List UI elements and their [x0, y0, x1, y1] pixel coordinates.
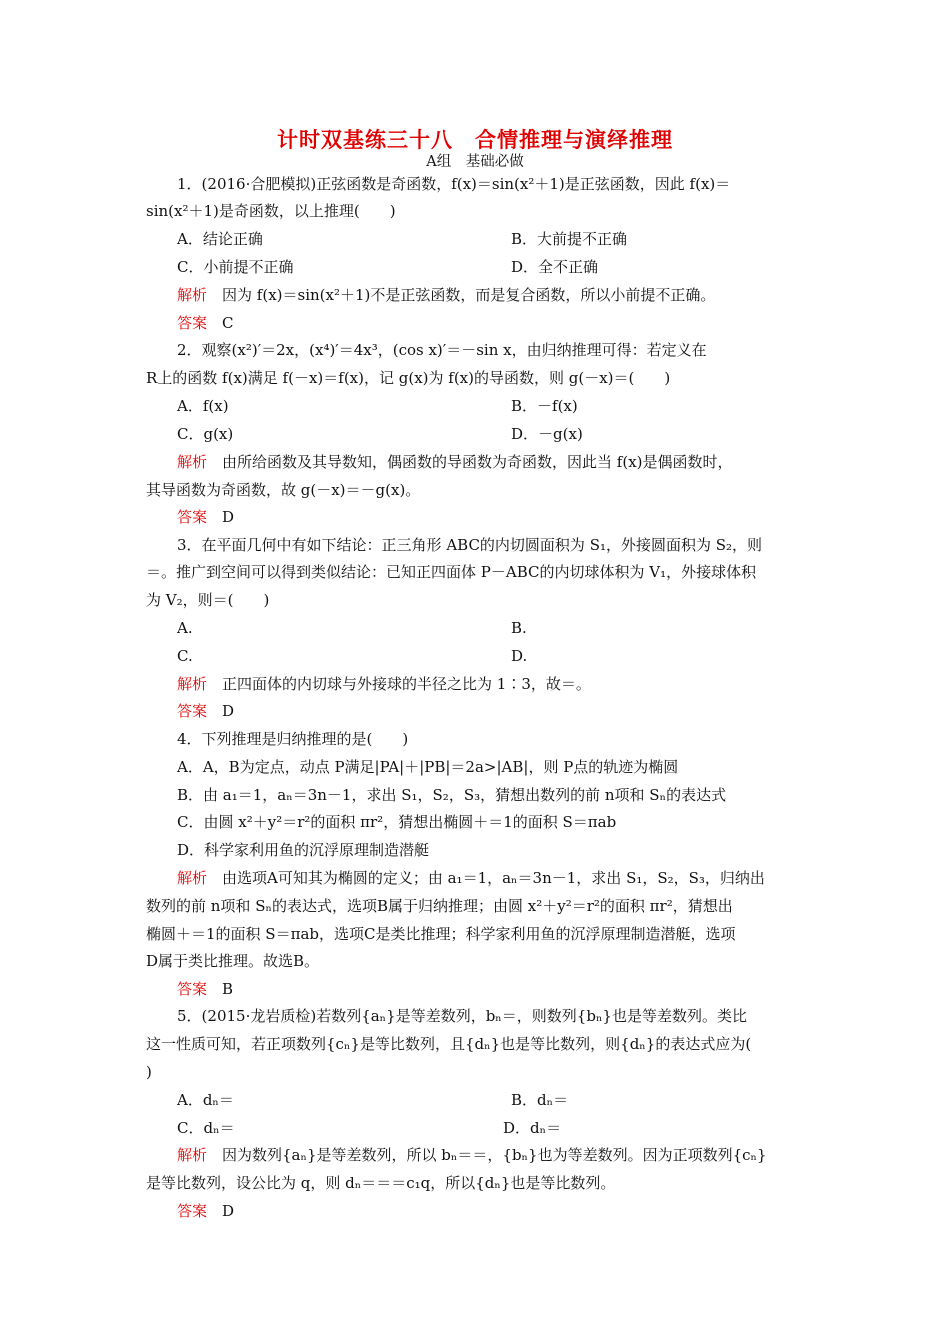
answer-label: 答案: [177, 508, 208, 526]
q5-analysis: [177, 1145, 767, 1165]
q4-option-a: A．A，B为定点，动点 P满足|PA|＋|PB|＝2a>|AB|，则 P点的轨迹为椭圆: [177, 758, 679, 776]
q2-analysis-line2: 其导函数为奇函数，故 g(－x)＝－g(x)。: [146, 481, 421, 499]
q2-option-a: A．f(x): [177, 397, 229, 415]
q3-answer: [177, 701, 234, 721]
q4-answer-value: B: [207, 980, 234, 998]
q5-analysis-line2: 是等比数列，设公比为 q，则 dₙ＝＝＝c₁q，所以{dₙ}也是等比数列。: [146, 1174, 616, 1192]
q3-analysis-text: 正四面体的内切球与外接球的半径之比为 1∶3，故＝。: [207, 675, 591, 693]
q5-answer: [177, 1201, 234, 1221]
section-heading: A组 基础必做: [426, 154, 524, 170]
q3-option-d: D.: [511, 647, 528, 665]
q4-analysis-line3: 椭圆＋＝1的面积 S＝πab，选项C是类比推理；科学家利用鱼的沉浮原理制造潜艇，选项: [146, 925, 736, 943]
q2-analysis-text: 由所给函数及其导数知，偶函数的导函数为奇函数，因此当 f(x)是偶函数时，: [207, 453, 733, 471]
q3-stem-line3: 为 V₂，则＝( ): [146, 591, 270, 609]
q4-analysis-text: 由选项A可知其为椭圆的定义；由 a₁＝1，aₙ＝3n－1，求出 S₁，S₂，S₃，归纳出: [207, 869, 765, 887]
q3-stem-line1: 3．在平面几何中有如下结论：正三角形 ABC的内切圆面积为 S₁，外接圆面积为 S₂，则: [177, 536, 763, 554]
q3-option-c: C.: [177, 647, 193, 665]
answer-label: 答案: [177, 1202, 208, 1220]
q1-option-b: B．大前提不正确: [511, 230, 628, 248]
q2-option-b: B．－f(x): [511, 397, 578, 415]
q2-option-d: D．－g(x): [511, 425, 583, 443]
q4-option-c: C．由圆 x²＋y²＝r²的面积 πr²，猜想出椭圆＋＝1的面积 S＝πab: [177, 813, 617, 831]
q5-answer-value: D: [207, 1202, 235, 1220]
q5-option-b: B．dₙ＝: [511, 1091, 569, 1109]
q5-analysis-text: 因为数列{aₙ}是等差数列，所以 bₙ＝＝，{bₙ}也为等差数列。因为正项数列{cₙ}: [207, 1146, 767, 1164]
q5-stem-line2: 这一性质可知，若正项数列{cₙ}是等比数列，且{dₙ}也是等比数列，则{dₙ}的表达式应为(: [146, 1035, 752, 1053]
page-title: 计时双基练三十八 合情推理与演绎推理: [277, 128, 673, 152]
q5-stem-line3: ): [146, 1063, 152, 1081]
q4-stem: 4．下列推理是归纳推理的是( ): [177, 730, 409, 748]
analysis-label: 解析: [177, 869, 208, 887]
q1-analysis-text: 因为 f(x)＝sin(x²＋1)不是正弦函数，而是复合函数，所以小前提不正确。: [207, 286, 716, 304]
q4-option-b: B．由 a₁＝1，aₙ＝3n－1，求出 S₁，S₂，S₃，猜想出数列的前 n项和 Sₙ的表达式: [177, 786, 727, 804]
q1-option-a: A．结论正确: [177, 230, 263, 248]
q4-analysis: [177, 868, 765, 888]
answer-label: 答案: [177, 702, 208, 720]
q1-option-c: C．小前提不正确: [177, 258, 294, 276]
q4-answer: [177, 979, 233, 999]
q5-option-d: D．dₙ＝: [503, 1119, 562, 1137]
answer-label: 答案: [177, 980, 208, 998]
q2-analysis: [177, 452, 733, 472]
analysis-label: 解析: [177, 453, 208, 471]
analysis-label: 解析: [177, 675, 208, 693]
q1-answer-value: C: [207, 314, 234, 332]
q4-option-d: D．科学家利用鱼的沉浮原理制造潜艇: [177, 841, 430, 859]
q2-answer-value: D: [207, 508, 235, 526]
q2-option-c: C．g(x): [177, 425, 234, 443]
q2-stem-line2: R上的函数 f(x)满足 f(－x)＝f(x)，记 g(x)为 f(x)的导函数，则 g(－x)＝( ): [146, 369, 671, 387]
analysis-label: 解析: [177, 286, 208, 304]
analysis-label: 解析: [177, 1146, 208, 1164]
q3-option-b: B.: [511, 619, 527, 637]
q4-analysis-line2: 数列的前 n项和 Sₙ的表达式，选项B属于归纳推理；由圆 x²＋y²＝r²的面积 πr²，猜想出: [146, 897, 733, 915]
q3-answer-value: D: [207, 702, 235, 720]
q4-analysis-line4: D属于类比推理。故选B。: [146, 952, 320, 970]
q5-option-c: C．dₙ＝: [177, 1119, 235, 1137]
q1-analysis: [177, 285, 715, 305]
q1-option-d: D．全不正确: [511, 258, 599, 276]
q1-stem-line1: 1．(2016·合肥模拟)正弦函数是奇函数，f(x)＝sin(x²＋1)是正弦函数，因此 f(x)＝: [177, 175, 731, 193]
q5-option-a: A．dₙ＝: [177, 1091, 234, 1109]
answer-label: 答案: [177, 314, 208, 332]
q2-answer: [177, 507, 234, 527]
q3-stem-line2: ＝。推广到空间可以得到类似结论：已知正四面体 P－ABC的内切球体积为 V₁，外接球体积: [146, 563, 757, 581]
q3-option-a: A.: [177, 619, 193, 637]
q5-stem-line1: 5．(2015·龙岩质检)若数列{aₙ}是等差数列，bₙ＝，则数列{bₙ}也是等差数列。类比: [177, 1007, 747, 1025]
q2-stem-line1: 2．观察(x²)′＝2x，(x⁴)′＝4x³，(cos x)′＝－sin x，由归纳推理可得：若定义在: [177, 341, 707, 359]
q3-analysis: [177, 674, 591, 694]
q1-answer: [177, 313, 234, 333]
q1-stem-line2: sin(x²＋1)是奇函数，以上推理( ): [146, 202, 396, 220]
